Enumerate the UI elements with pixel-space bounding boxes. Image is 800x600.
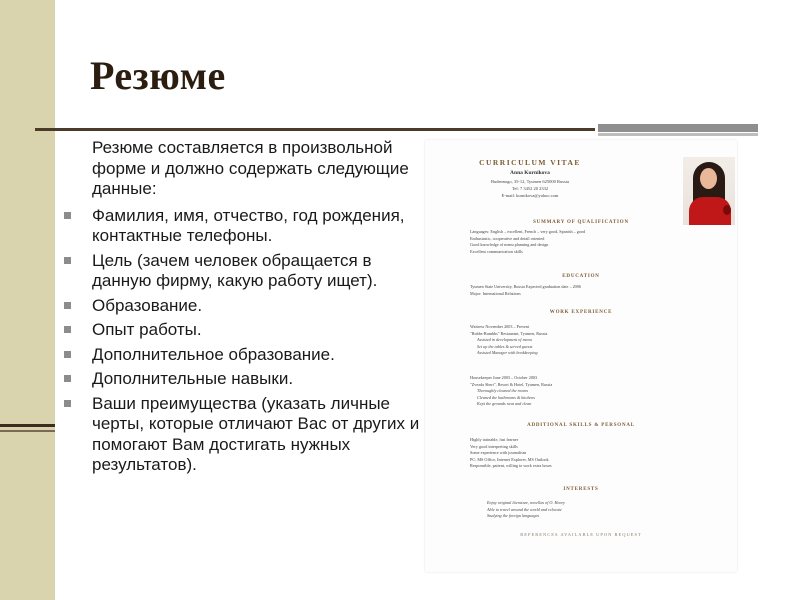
title-divider-accent-thin xyxy=(598,133,758,136)
bullet-icon xyxy=(64,351,71,358)
cv-contacts: Budennogo, 35-12, Tyumen 625000 Russia Tel: 7 3452 20 2332 E-mail: kurnikova@yahoo.com xyxy=(490,179,570,198)
cv-education: Tyumen State University, Russia Expected graduation date – 2006 Major: International Relations xyxy=(470,284,581,296)
bullet-icon xyxy=(64,326,71,333)
cv-title: CURRICULUM VITAE xyxy=(479,158,581,167)
cv-section-summary: SUMMARY OF QUALIFICATION xyxy=(533,220,629,225)
bullet-icon xyxy=(64,400,71,407)
cv-job-1-duties: Assisted in development of menu Set up the tables & served guests Assisted Manager with bookkeeping xyxy=(477,337,538,355)
slide-body xyxy=(62,138,422,480)
bullet-icon xyxy=(64,375,71,382)
cv-section-work: WORK EXPERIENCE xyxy=(549,310,613,315)
list-item: Цель (зачем человек обращается в данную фирму, какую работу ищет). xyxy=(62,251,422,292)
bullet-icon xyxy=(64,257,71,264)
cv-name: Anna Kurnikova xyxy=(510,170,550,176)
cv-job-1: Waitress November 2003 – Present "Rubbs-Bumbbs" Restaurant, Tyumen, Russia xyxy=(470,324,548,336)
cv-skills-list: Highly trainable, fast learner Very good interpreting skills Some experience with journalism PC: MS Office, Internet Explorer, MS Outlook Responsible, patient, willing to work extra hours xyxy=(470,437,552,468)
cv-job-2: Housekeeper June 2003 – October 2003 "Zvezda Sheri", Resort & Hotel, Tyumen, Russia xyxy=(470,375,553,387)
cv-sample-document xyxy=(425,140,737,572)
bullet-icon xyxy=(64,212,71,219)
list-item: Дополнительное образование. xyxy=(62,345,422,366)
list-item: Образование. xyxy=(62,296,422,317)
intro-text: Резюме составляется в произвольной форме и должно содержать следующие данные: xyxy=(92,138,409,198)
cv-interests-list: Enjoy original literature, novellas of O. Henry Able to travel around the world and relocate Studying the foreign languages xyxy=(487,500,566,518)
left-band-rule-thin xyxy=(0,430,55,432)
title-divider-accent xyxy=(598,124,758,132)
cv-section-interests: INTERESTS xyxy=(563,487,599,492)
cv-section-skills: ADDITIONAL SKILLS & PERSONAL xyxy=(527,423,635,428)
left-decor-band xyxy=(0,0,55,600)
cv-footer: REFERENCES AVAILABLE UPON REQUEST xyxy=(520,532,642,537)
list-item: Фамилия, имя, отчество, год рождения, контактные телефоны. xyxy=(62,206,422,247)
cv-section-education: EDUCATION xyxy=(562,274,600,279)
cv-summary-list: Languages: English – excellent, French – very good, Spanish – good Enthusiastic, cooperative and detail oriented Good knowledge of menu planning and design Excellent communication skills xyxy=(470,229,586,254)
slide-title: Резюме xyxy=(90,53,226,98)
list-item: Ваши преимущества (указать личные черты, которые отличают Вас от других и помогают Вам достигать нужных результатов). xyxy=(62,394,422,476)
requirements-list xyxy=(62,206,422,476)
list-item: Дополнительные навыки. xyxy=(62,369,422,390)
cv-job-2-duties: Thoroughly cleaned the rooms Cleaned the bathrooms & kitchens Kept the grounds neat and clean xyxy=(477,388,535,406)
list-item: Опыт работы. xyxy=(62,320,422,341)
bullet-icon xyxy=(64,302,71,309)
left-band-rule xyxy=(0,424,55,427)
title-divider xyxy=(35,128,595,131)
cv-photo xyxy=(683,157,735,225)
